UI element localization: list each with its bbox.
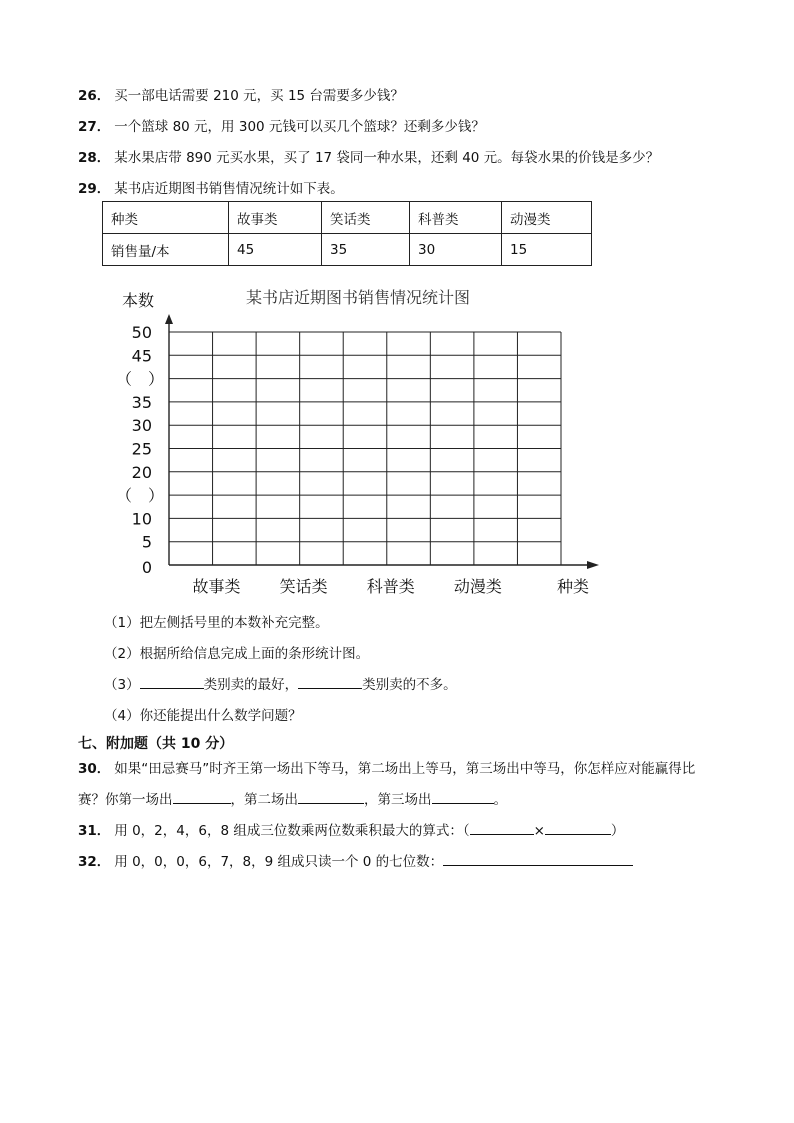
- question-text: 某书店近期图书销售情况统计如下表。: [114, 181, 344, 197]
- subquestion-4: （4）你还能提出什么数学问题？: [104, 708, 302, 724]
- question-29: [78, 177, 344, 197]
- x-axis-label: 种类: [556, 577, 590, 596]
- question-text: 用 0，0，0，6，7，8，9 组成只读一个 0 的七位数：: [114, 854, 444, 870]
- chart-title: 某书店近期图书销售情况统计图: [245, 288, 471, 307]
- question-text: 赛？你第一场出: [78, 792, 173, 808]
- answer-blank[interactable]: [298, 674, 362, 689]
- times-sign: ×: [533, 823, 545, 839]
- answer-blank[interactable]: [545, 820, 611, 835]
- subquestion-2: （2）根据所给信息完成上面的条形统计图。: [104, 646, 370, 662]
- y-tick-label: 25: [131, 439, 152, 459]
- question-number: 28．: [78, 150, 111, 166]
- question-text: 一个篮球 80 元，用 300 元钱可以买几个篮球？还剩多少钱？: [114, 119, 485, 135]
- question-31: [78, 819, 624, 839]
- question-26: [78, 84, 404, 104]
- question-text: 某水果店带 890 元买水果，买了 17 袋同一种水果，还剩 40 元。每袋水果的价钱是多少？: [114, 150, 660, 166]
- question-text: 买一部电话需要 210 元，买 15 台需要多少钱？: [114, 88, 404, 104]
- y-tick-label: 5: [141, 532, 152, 552]
- y-tick-label: 20: [131, 462, 152, 482]
- answer-blank[interactable]: [470, 820, 534, 835]
- question-number: 29．: [78, 181, 111, 197]
- y-axis-arrow: [165, 314, 173, 324]
- table-cell: 动漫类: [502, 202, 592, 234]
- table-cell: 35: [322, 234, 410, 266]
- question-30-line2: [78, 788, 507, 808]
- subquestion-text: 类别卖的不多。: [362, 677, 457, 693]
- subquestion-3: [104, 673, 457, 693]
- y-axis-label: 本数: [121, 291, 155, 310]
- table-cell: 种类: [103, 202, 229, 234]
- question-text: 如果“田忌赛马”时齐王第一场出下等马，第二场出上等马，第三场出中等马，你怎样应对能赢得比: [114, 761, 696, 777]
- table-cell: 销售量/本: [103, 234, 229, 266]
- y-tick-label: 30: [131, 416, 152, 436]
- question-32: [78, 850, 633, 870]
- x-tick-label: 故事类: [192, 577, 241, 596]
- question-text: 。: [493, 792, 507, 808]
- subquestion-text: 类别卖的最好，: [203, 677, 299, 693]
- table-row: [103, 234, 592, 266]
- sales-table: [102, 201, 592, 266]
- x-tick-label: 科普类: [366, 577, 415, 596]
- answer-blank[interactable]: [298, 789, 364, 804]
- table-cell: 30: [410, 234, 502, 266]
- subquestion-1: （1）把左侧括号里的本数补充完整。: [104, 615, 329, 631]
- x-axis-arrow: [587, 561, 599, 569]
- question-text: ，第二场出: [230, 792, 298, 808]
- question-number: 31．: [78, 823, 111, 839]
- question-number: 26．: [78, 88, 111, 104]
- question-number: 27．: [78, 119, 111, 135]
- question-28: [78, 146, 659, 166]
- bar-chart-grid: [108, 282, 608, 602]
- table-cell: 科普类: [410, 202, 502, 234]
- table-cell: 45: [229, 234, 322, 266]
- table-cell: 15: [502, 234, 592, 266]
- table-header-row: [103, 202, 592, 234]
- answer-blank[interactable]: [173, 789, 231, 804]
- y-tick-label: 0: [141, 558, 152, 577]
- subquestion-label: （3）: [104, 677, 140, 693]
- y-tick-label: 35: [131, 392, 152, 412]
- y-tick-label: （ ）: [115, 369, 165, 389]
- y-tick-label: 45: [131, 346, 152, 366]
- close-paren: ）: [610, 823, 625, 839]
- section-heading: 七、附加题（共 10 分）: [78, 736, 234, 752]
- x-tick-label: 笑话类: [279, 577, 328, 596]
- y-tick-label: 10: [131, 509, 152, 529]
- answer-blank[interactable]: [443, 851, 633, 866]
- answer-blank[interactable]: [432, 789, 494, 804]
- question-number: 32．: [78, 854, 111, 870]
- table-cell: 故事类: [229, 202, 322, 234]
- y-tick-label: 50: [131, 323, 152, 342]
- question-30: [78, 757, 695, 777]
- question-text: 用 0，2，4，6，8 组成三位数乘两位数乘积最大的算式：（: [114, 823, 470, 839]
- x-tick-label: 动漫类: [453, 577, 502, 596]
- question-number: 30．: [78, 761, 111, 777]
- question-text: ，第三场出: [364, 792, 432, 808]
- table-cell: 笑话类: [322, 202, 410, 234]
- answer-blank[interactable]: [140, 674, 204, 689]
- question-27: [78, 115, 485, 135]
- y-tick-label: （ ）: [115, 486, 165, 506]
